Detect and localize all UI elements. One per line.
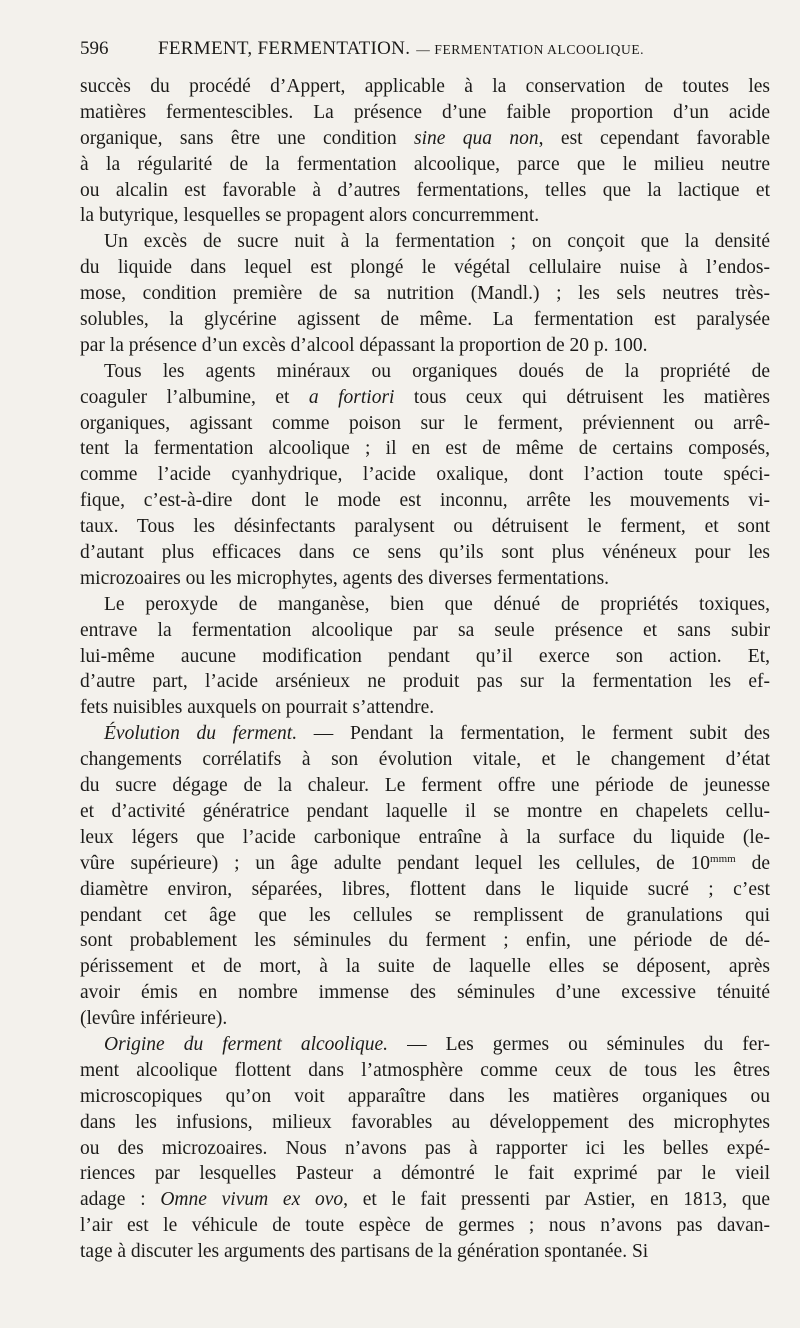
text-line [80,333,770,359]
text-run: de [735,852,770,874]
text-run: ment alcoolique flottent dans l’atmosphère comme ceux de tous les êtres [80,1059,770,1081]
text-run: d’autant plus efficaces dans ce sens qu’ils sont plus vénéneux pour les [80,542,770,564]
text-run: ou alcalin est favorable à d’autres fermentations, telles que la lactique et [80,179,770,201]
page-number: 596 [80,38,109,59]
text-run: périssement et de mort, à la suite de laquelle elles se déposent, après [80,956,770,978]
text-run: tous ceux qui détruisent les matières [394,386,770,408]
text-run: sont probablement les séminules du ferment ; enfin, une période de dé- [80,930,770,952]
text-line [80,281,770,307]
text-line [80,773,770,799]
text-run: microscopiques qu’on voit apparaître dans les matières organiques ou [80,1085,770,1107]
text-line [80,877,770,903]
text-run: fique, c’est-à-dire dont le mode est inconnu, arrête les mouvements vi- [80,490,770,512]
text-run: l’air est le véhicule de toute espèce de germes ; nous n’avons pas davan- [80,1215,770,1237]
text-run: pendant cet âge que les cellules se remplissent de granulations qui [80,904,770,926]
text-run: tage à discuter les arguments des partisans de la génération spontanée. Si [80,1241,649,1263]
header-subtitle: — FERMENTATION ALCOOLIQUE. [416,42,645,57]
text-run: du liquide dans lequel est plongé le végétal cellulaire nuise à l’endos- [80,257,770,279]
text-line [80,307,770,333]
text-run: organique, sans être une condition [80,127,414,149]
text-line [80,721,770,747]
text-line [80,903,770,929]
text-run: matières fermentescibles. La présence d’une faible proportion d’un acide [80,101,770,123]
text-run: comme l’acide cyanhydrique, l’acide oxalique, dont l’action toute spéci- [80,464,770,486]
text-run: organiques, agissant comme poison sur le ferment, préviennent ou arrê- [80,412,770,434]
text-line [80,1032,770,1058]
text-run: du sucre dégage de la chaleur. Le ferment offre une période de jeunesse [80,775,770,797]
text-run: , et le fait pressenti par Astier, en 1813, que [343,1189,770,1211]
text-line [80,74,770,100]
text-line [80,851,770,877]
text-line [80,488,770,514]
text-run: par la présence d’un excès d’alcool dépassant la proportion de 20 p. 100. [80,334,648,356]
body-text [80,74,770,1265]
text-line [80,618,770,644]
text-run: riences par lesquelles Pasteur a démontré le fait exprimé par le vieil [80,1163,770,1185]
text-run: vûre supérieure) ; un âge adulte pendant lequel les cellules, de 10 [80,852,711,874]
text-run: Le peroxyde de manganèse, bien que dénué de propriétés toxiques, [104,593,770,615]
text-line [80,1136,770,1162]
italic-text: sine qua non [414,127,539,149]
text-run: leux légers que l’acide carbonique entraîne à la surface du liquide (le- [80,826,770,848]
italic-text: Omne vivum ex ovo [160,1189,344,1211]
text-line [80,152,770,178]
text-line [80,411,770,437]
text-line [80,178,770,204]
text-run: changements corrélatifs à son évolution vitale, et le changement d’état [80,749,770,771]
text-line [80,385,770,411]
text-line [80,126,770,152]
text-run: — Pendant la fermentation, le ferment subit des [297,723,770,745]
text-run: , est cependant favorable [538,127,770,149]
text-line [80,436,770,462]
text-line [80,566,770,592]
header-title [158,38,644,60]
text-run: d’autre part, l’acide arsénieux ne produit pas sur la fermentation les ef- [80,671,770,693]
text-line [80,1239,770,1265]
text-line [80,462,770,488]
text-run: solubles, la glycérine agissent de même. La fermentation est paralysée [80,309,770,331]
text-line [80,825,770,851]
text-run: dans les infusions, milieux favorables au développement des microphytes [80,1111,770,1133]
header-title-text: FERMENT, FERMENTATION. [158,38,411,59]
text-line [80,229,770,255]
italic-text: Origine du ferment alcoolique. [104,1033,389,1055]
text-run: coaguler l’albumine, et [80,386,309,408]
superscript: mmm [710,852,736,865]
text-line [80,1161,770,1187]
text-run: lui-même aucune modification pendant qu’il exerce son action. Et, [80,645,770,667]
italic-text: Évolution du ferment. [104,723,298,745]
text-line [80,928,770,954]
text-run: à la régularité de la fermentation alcoolique, parce que le milieu neutre [80,153,770,175]
running-header [80,38,780,66]
text-run: diamètre environ, séparées, libres, flottent dans le liquide sucré ; c’est [80,878,770,900]
text-run: tent la fermentation alcoolique ; il en est de même de certains composés, [80,438,770,460]
italic-text: a fortiori [308,386,395,408]
text-run: et d’activité génératrice pendant laquelle il se montre en chapelets cellu- [80,800,770,822]
text-run: microzoaires ou les microphytes, agents des diverses fermentations. [80,567,610,589]
text-line [80,980,770,1006]
text-line [80,203,770,229]
text-line [80,954,770,980]
text-line [80,799,770,825]
text-run: adage : [80,1189,161,1211]
text-line [80,1187,770,1213]
text-run: entrave la fermentation alcoolique par sa seule présence et sans subir [80,619,770,641]
text-run: Tous les agents minéraux ou organiques doués de la propriété de [104,360,770,382]
text-line [80,1213,770,1239]
text-line [80,592,770,618]
text-line [80,1006,770,1032]
text-run: succès du procédé d’Appert, applicable à la conservation de toutes les [80,76,770,97]
text-line [80,1084,770,1110]
text-line [80,669,770,695]
text-line [80,1110,770,1136]
text-line [80,514,770,540]
text-run: — Les germes ou séminules du fer- [388,1033,770,1055]
text-line [80,255,770,281]
text-run: avoir émis en nombre immense des séminules d’une excessive ténuité [80,982,770,1004]
text-run: ou des microzoaires. Nous n’avons pas à rapporter ici les belles expé- [80,1137,770,1159]
text-run: fets nuisibles auxquels on pourrait s’attendre. [80,697,435,719]
text-line [80,747,770,773]
text-line [80,644,770,670]
text-run: mose, condition première de sa nutrition (Mandl.) ; les sels neutres très- [80,283,770,305]
text-run: taux. Tous les désinfectants paralysent ou détruisent le ferment, et sont [80,516,770,538]
text-line [80,540,770,566]
text-line [80,100,770,126]
text-run: (levûre inférieure). [80,1008,228,1030]
text-line [80,359,770,385]
text-line [80,695,770,721]
text-line [80,1058,770,1084]
text-run: la butyrique, lesquelles se propagent alors concurremment. [80,205,540,227]
text-run: Un excès de sucre nuit à la fermentation ; on conçoit que la densité [104,231,770,253]
